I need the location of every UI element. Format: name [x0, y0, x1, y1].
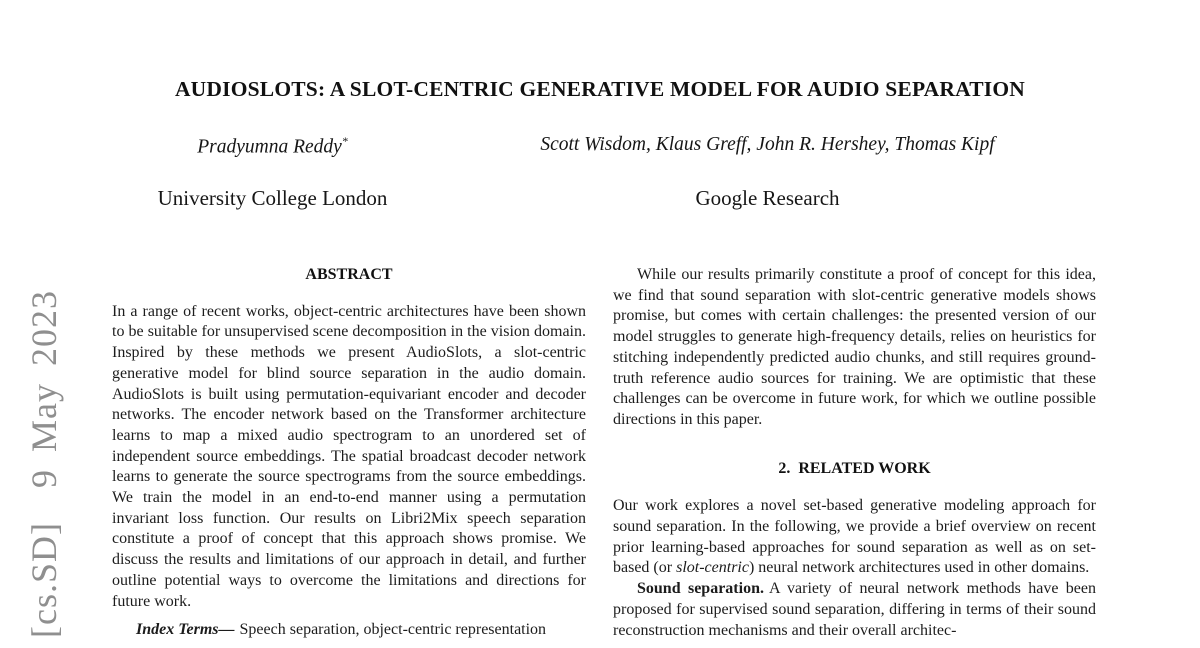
- arxiv-sidebar-stamp: [cs.SD] 9 May 2023: [24, 290, 64, 638]
- author-block-right: [490, 134, 1045, 156]
- related-work-text-before: Our work explores a novel set-based generative modeling approach for sound separation. In the following, we provide a brief overview on recent prior learning-based approaches for sound separation as well as on set-based (or: [613, 497, 1096, 577]
- related-work-text-italic: slot-centric: [676, 559, 749, 577]
- affiliation-left: University College London: [157, 186, 388, 210]
- author-name-left: Pradyumna Reddy: [197, 136, 342, 158]
- author-footnote-mark: *: [341, 134, 348, 148]
- left-column: [112, 265, 586, 641]
- paper-title: AUDIOSLOTS: A SLOT-CENTRIC GENERATIVE MODEL FOR AUDIO SEPARATION: [174, 77, 1026, 101]
- sound-separation-text: A variety of neural network methods have been proposed for supervised sound separation, differing in terms of their sound reconstruction mechanisms and their overall architec-: [613, 580, 1097, 639]
- index-terms-label: Index Terms—: [136, 621, 235, 639]
- author-block-left: [45, 134, 500, 159]
- abstract-paragraph: In a range of recent works, object-centric architectures have been shown to be suitable for unsupervised scene decomposition in the vision domain. Inspired by these methods we present AudioSlots, a slot-centric generative model for blind source separation in the audio domain. AudioSlots is built using permutation-equivariant encoder and decoder networks. The encoder network based on the Transformer architecture learns to map a mixed audio spectrogram to an unordered set of independent source embeddings. The spatial broadcast decoder network learns to generate the source spectrograms from the source embeddings. We train the model in an end-to-end manner using a permutation invariant loss function. Our results on Libri2Mix speech separation constitute a proof of concept that this approach shows promise. We discuss the results and limitations of our approach in detail, and further outline potential ways to overcome the limitations and directions for future work.: [112, 302, 586, 610]
- index-terms-text: Speech separation, object-centric representation: [239, 621, 547, 639]
- affiliation-right: Google Research: [695, 186, 840, 210]
- sound-separation-label: Sound separation.: [637, 580, 764, 598]
- intro-continued-paragraph: While our results primarily constitute a proof of concept for this idea, we find that sound separation with slot-centric generative models shows promise, but comes with certain challenges: the presented version of our model struggles to generate high-frequency details, relies on heuristics for stitching independently predicted audio chunks, and still requires ground-truth reference audio sources for training. We are optimistic that these challenges can be overcome in future work, for which we outline possible directions in this paper.: [613, 266, 1096, 428]
- abstract-heading: ABSTRACT: [305, 266, 393, 283]
- index-terms-paragraph: [112, 620, 586, 641]
- right-column: [613, 265, 1096, 641]
- author-name-right: Scott Wisdom, Klaus Greff, John R. Hershey, Thomas Kipf: [540, 134, 995, 155]
- related-work-paragraph: [613, 496, 1096, 579]
- sound-separation-paragraph: [613, 579, 1096, 641]
- related-work-text-after: ) neural network architectures used in other domains.: [748, 559, 1090, 577]
- related-work-heading: 2. RELATED WORK: [778, 459, 931, 477]
